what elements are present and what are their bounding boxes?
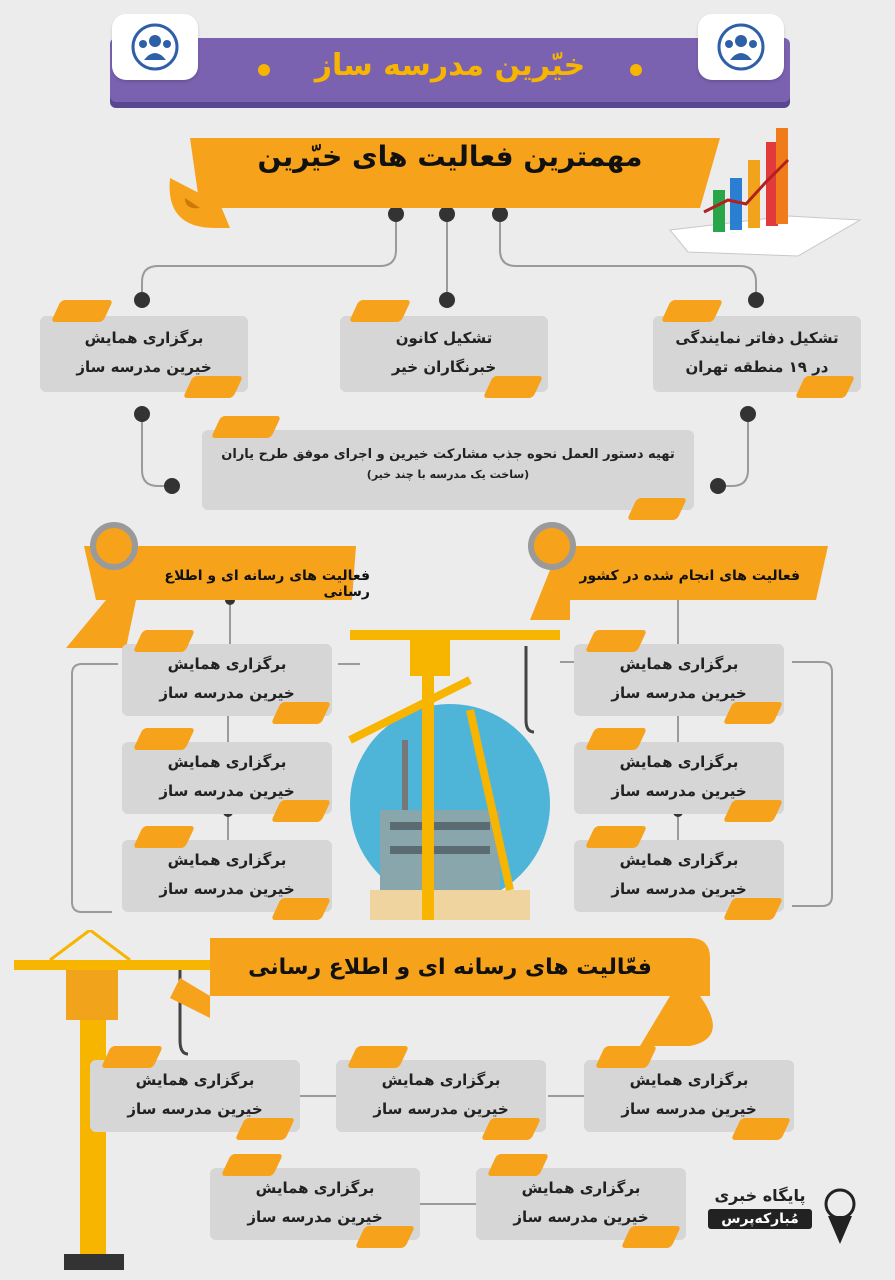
logo bbox=[708, 1186, 812, 1229]
box-line1: تشکیل دفاتر نمایندگی bbox=[675, 329, 839, 347]
item-line1: برگزاری همایش bbox=[167, 753, 287, 771]
box-tab bbox=[795, 376, 855, 398]
item-line1: برگزاری همایش bbox=[619, 655, 739, 673]
box-line1: برگزاری همایش bbox=[84, 329, 204, 347]
box-tab bbox=[235, 1118, 295, 1140]
people-icon-badge-left bbox=[112, 14, 198, 80]
media-small-section-ring bbox=[90, 522, 138, 570]
item-line1: برگزاری همایش bbox=[167, 851, 287, 869]
item-line2: خیرین مدرسه ساز bbox=[611, 879, 747, 898]
box-tab bbox=[347, 1046, 409, 1068]
box-tab bbox=[271, 702, 331, 724]
item-line2: خیرین مدرسه ساز bbox=[159, 879, 295, 898]
box-tab bbox=[221, 1154, 283, 1176]
box-tab bbox=[483, 376, 543, 398]
box-tab bbox=[349, 300, 411, 322]
box-tab bbox=[723, 898, 783, 920]
item-line2: خیرین مدرسه ساز bbox=[159, 683, 295, 702]
item-line2: خیرین مدرسه ساز bbox=[373, 1099, 509, 1118]
item-line1: برگزاری همایش bbox=[619, 851, 739, 869]
country-section-title: فعالیت های انجام شده در کشور bbox=[579, 568, 800, 584]
box-tab bbox=[51, 300, 113, 322]
item-line1: برگزاری همایش bbox=[135, 1071, 255, 1089]
box-line2: خبرنگاران خیر bbox=[391, 357, 497, 376]
team-icon bbox=[698, 14, 784, 80]
item-line2: خیرین مدرسه ساز bbox=[611, 781, 747, 800]
box-tab bbox=[133, 728, 195, 750]
box-tab bbox=[133, 826, 195, 848]
box-tab bbox=[481, 1118, 541, 1140]
item-line1: برگزاری همایش bbox=[381, 1071, 501, 1089]
media-section-title: فعّالیت های رسانه ای و اطلاع رسانی bbox=[248, 955, 652, 980]
item-line2: خیرین مدرسه ساز bbox=[159, 781, 295, 800]
team-icon bbox=[112, 14, 198, 80]
box-tab bbox=[355, 1226, 415, 1248]
box-tab bbox=[627, 498, 687, 520]
wide-box-line2: (ساخت یک مدرسه با چند خیر) bbox=[366, 468, 530, 482]
media-small-section-title: فعالیت های رسانه ای و اطلاع رسانی bbox=[164, 568, 370, 600]
box-tab bbox=[595, 1046, 657, 1068]
item-line2: خیرین مدرسه ساز bbox=[621, 1099, 757, 1118]
main-section-title: مهمترین فعالیت های خیّرین bbox=[257, 140, 643, 173]
box-tab bbox=[211, 416, 281, 438]
logo-line1: پایگاه خبری bbox=[714, 1186, 806, 1205]
box-tab bbox=[487, 1154, 549, 1176]
header-title: خیّرین مدرسه ساز bbox=[314, 48, 586, 83]
banner-dot-left bbox=[258, 64, 270, 76]
banner-dot-right bbox=[630, 64, 642, 76]
box-tab bbox=[585, 826, 647, 848]
box-tab bbox=[585, 630, 647, 652]
box-tab bbox=[271, 800, 331, 822]
item-line2: خیرین مدرسه ساز bbox=[611, 683, 747, 702]
item-line2: خیرین مدرسه ساز bbox=[127, 1099, 263, 1118]
item-line2: خیرین مدرسه ساز bbox=[247, 1207, 383, 1226]
box-tab bbox=[271, 898, 331, 920]
media-section-ribbon bbox=[170, 928, 730, 1048]
item-line2: خیرین مدرسه ساز bbox=[513, 1207, 649, 1226]
logo-line2: مُبارکه‌پرس bbox=[708, 1209, 812, 1229]
box-line2: خیرین مدرسه ساز bbox=[76, 357, 212, 376]
box-tab bbox=[661, 300, 723, 322]
main-ribbon bbox=[160, 118, 730, 238]
logo-emblem-icon bbox=[818, 1186, 862, 1248]
people-icon-badge-right bbox=[698, 14, 784, 80]
box-tab bbox=[621, 1226, 681, 1248]
box-tab bbox=[731, 1118, 791, 1140]
country-section-ring bbox=[528, 522, 576, 570]
box-tab bbox=[723, 702, 783, 724]
item-line1: برگزاری همایش bbox=[167, 655, 287, 673]
item-line1: برگزاری همایش bbox=[255, 1179, 375, 1197]
header-banner bbox=[110, 38, 790, 102]
box-line2: در ۱۹ منطقه تهران bbox=[685, 357, 829, 376]
box-tab bbox=[183, 376, 243, 398]
box-tab bbox=[585, 728, 647, 750]
wide-box-line1: تهیه دستور العمل نحوه جذب مشارکت خیرین و اجرای موفق طرح یاران bbox=[221, 447, 675, 462]
box-tab bbox=[101, 1046, 163, 1068]
item-line1: برگزاری همایش bbox=[629, 1071, 749, 1089]
wide-box-guideline bbox=[202, 430, 694, 510]
box-tab bbox=[723, 800, 783, 822]
box-line1: تشکیل کانون bbox=[395, 329, 493, 347]
item-line1: برگزاری همایش bbox=[521, 1179, 641, 1197]
item-line1: برگزاری همایش bbox=[619, 753, 739, 771]
construction-crane-illustration bbox=[330, 590, 590, 930]
bar-chart-graphic bbox=[668, 120, 863, 260]
box-tab bbox=[133, 630, 195, 652]
